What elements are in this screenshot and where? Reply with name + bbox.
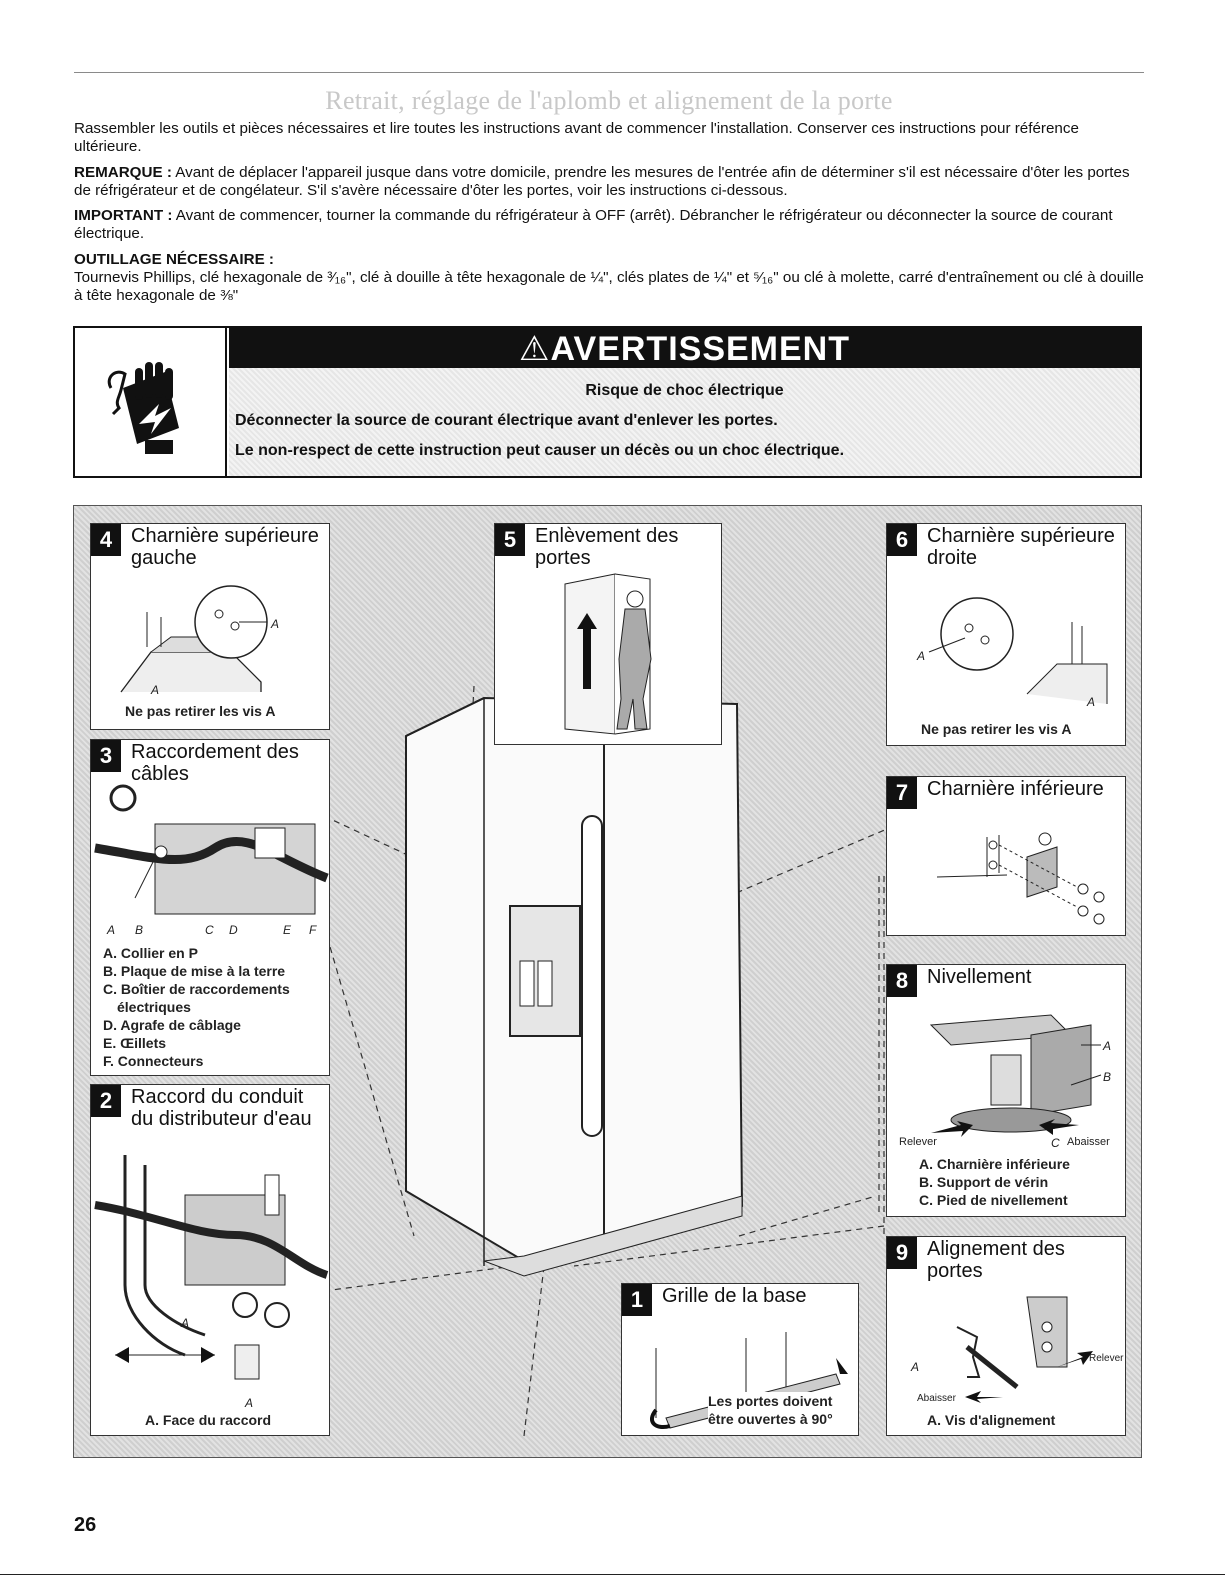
legend-item: B. Plaque de mise à la terre <box>103 963 286 979</box>
step-number-1: 1 <box>622 1284 652 1316</box>
panel-9-caption: A. Vis d'alignement <box>927 1412 1056 1428</box>
panel-9-door-alignment <box>886 1236 1126 1436</box>
warning-body <box>229 368 1140 476</box>
step-number-7: 7 <box>887 777 917 809</box>
legend-item: B. Support de vérin <box>919 1174 1049 1190</box>
important-text: Avant de commencer, tourner la commande du réfrigérateur à OFF (arrêt). Débrancher le réfrigérateur ou déconnecter la source de courant électrique. <box>74 207 1113 242</box>
remarque-label: REMARQUE : <box>74 164 172 181</box>
warning-icon-cell <box>75 328 227 476</box>
p8-label-a: A <box>1103 1039 1112 1053</box>
panel-1-note: Les portes doivent être ouvertes à 90° <box>708 1392 858 1428</box>
door-alignment-illustration <box>907 1287 1124 1407</box>
warning-line-2: Le non-respect de cette instruction peut causer un décès ou un choc électrique. <box>235 442 845 459</box>
p3-letter-c: C <box>205 923 214 937</box>
panel-6-title: Charnière supérieure droite <box>927 525 1115 569</box>
electric-shock-hand-icon <box>75 328 225 476</box>
legend-item: C. Pied de nivellement <box>919 1192 1068 1208</box>
step-number-6: 6 <box>887 524 917 556</box>
remarque-text: Avant de déplacer l'appareil jusque dans votre domicile, prendre les mesures de l'entrée afin de déterminer s'il est nécessaire d'ôter les portes de réfrigérateur et de congélateur. S'il s'avère nécessaire d'ôter les portes, voir les instructions ci-dessous. <box>74 164 1130 199</box>
p8-label-relever: Relever <box>899 1136 937 1148</box>
panel-4-title: Charnière supérieure gauche <box>131 525 319 569</box>
intro-paragraph: Rassembler les outils et pièces nécessaires et lire toutes les instructions avant de commencer l'installation. Conserver ces instructions pour référence ultérieure. <box>74 120 1079 155</box>
panel-6-caption: Ne pas retirer les vis A <box>921 721 1072 737</box>
panel-8-leveling <box>886 964 1126 1217</box>
p8-label-abaisser: Abaisser <box>1067 1136 1110 1148</box>
panel-3-title: Raccordement des câbles <box>131 741 299 785</box>
warning-line-1: Déconnecter la source de courant électrique avant d'enlever les portes. <box>235 412 778 429</box>
panel-5-title: Enlèvement des portes <box>535 525 679 569</box>
wire-connection-illustration <box>95 788 327 936</box>
diagram-area <box>73 505 1142 1458</box>
top-hinge-left-illustration <box>111 582 311 702</box>
tools-text: Tournevis Phillips, clé hexagonale de ³⁄₁₆", clé à douille à tête hexagonale de ¼", clés plates de ¼" et ⁵⁄₁₆" ou clé à molette, carré d'entraînement ou clé à douille à tête hexagonale de ⅜" <box>74 269 1144 304</box>
p3-letter-d: D <box>229 923 238 937</box>
legend-item: A. Charnière inférieure <box>919 1156 1070 1172</box>
bottom-hinge-illustration <box>927 817 1117 929</box>
panel-4-top-hinge-left <box>90 523 330 730</box>
legend-item: A. Collier en P <box>103 945 198 961</box>
page-title: Retrait, réglage de l'aplomb et alignement de la porte <box>325 86 893 115</box>
warning-banner <box>229 328 1140 368</box>
legend-item: F. Connecteurs <box>103 1053 204 1069</box>
p6-label-a-right: A <box>1087 695 1096 709</box>
important-paragraph <box>74 207 1144 243</box>
important-label: IMPORTANT : <box>74 207 173 224</box>
step-number-3: 3 <box>91 740 121 772</box>
top-hinge-right-illustration <box>907 594 1117 714</box>
panel-2-caption: A. Face du raccord <box>145 1412 272 1428</box>
p4-label-a-right: A <box>271 617 280 631</box>
panel-8-legend <box>919 1155 1070 1209</box>
warning-triangle-icon: ⚠ <box>519 330 551 368</box>
legend-item: électriques <box>117 999 191 1015</box>
panel-3-legend <box>103 944 290 1070</box>
panel-4-caption: Ne pas retirer les vis A <box>125 703 276 719</box>
door-removal-illustration <box>555 569 705 739</box>
top-rule <box>74 72 1144 73</box>
p3-letter-f: F <box>309 923 317 937</box>
p8-label-c: C <box>1051 1136 1060 1150</box>
legend-item: D. Agrafe de câblage <box>103 1017 241 1033</box>
p4-label-a-left: A <box>151 683 160 697</box>
water-line-illustration <box>95 1145 327 1410</box>
panel-3-wire-connection <box>90 739 330 1076</box>
warning-banner-text: AVERTISSEMENT <box>550 330 850 368</box>
warning-box <box>73 326 1142 478</box>
panel-1-title: Grille de la base <box>662 1285 807 1307</box>
p2-label-a-bottom: A <box>245 1396 254 1410</box>
step-number-2: 2 <box>91 1085 121 1117</box>
panel-8-title: Nivellement <box>927 966 1032 988</box>
leveling-illustration <box>891 995 1123 1155</box>
p3-letter-e: E <box>283 923 292 937</box>
bottom-rule <box>0 1574 1225 1575</box>
panel-7-title: Charnière inférieure <box>927 778 1104 800</box>
legend-item: E. Œillets <box>103 1035 167 1051</box>
panel-7-bottom-hinge <box>886 776 1126 936</box>
panel-9-title: Alignement des portes <box>927 1238 1065 1282</box>
panel-6-top-hinge-right <box>886 523 1126 746</box>
p3-letter-a: A <box>107 923 116 937</box>
p9-label-abaisser: Abaisser <box>917 1393 956 1404</box>
p8-label-b: B <box>1103 1070 1112 1084</box>
page-number: 26 <box>74 1514 97 1536</box>
panel-5-door-removal <box>494 523 722 745</box>
tools-heading: OUTILLAGE NÉCESSAIRE : <box>74 251 274 268</box>
p6-label-a-left: A <box>917 649 926 663</box>
p3-letter-b: B <box>135 923 144 937</box>
step-number-8: 8 <box>887 965 917 997</box>
step-number-9: 9 <box>887 1237 917 1269</box>
warning-subtitle: Risque de choc électrique <box>585 382 784 399</box>
remarque-paragraph <box>74 164 1144 200</box>
step-number-4: 4 <box>91 524 121 556</box>
step-number-5: 5 <box>495 524 525 556</box>
legend-item: C. Boîtier de raccordements <box>103 981 290 997</box>
p9-label-relever: Relever <box>1089 1353 1124 1364</box>
panel-2-water-line <box>90 1084 330 1436</box>
panel-1-base-grille <box>621 1283 859 1436</box>
p9-label-a: A <box>911 1360 920 1374</box>
panel-2-title: Raccord du conduit du distributeur d'eau <box>131 1086 312 1130</box>
p2-label-a-top: A <box>181 1316 190 1330</box>
